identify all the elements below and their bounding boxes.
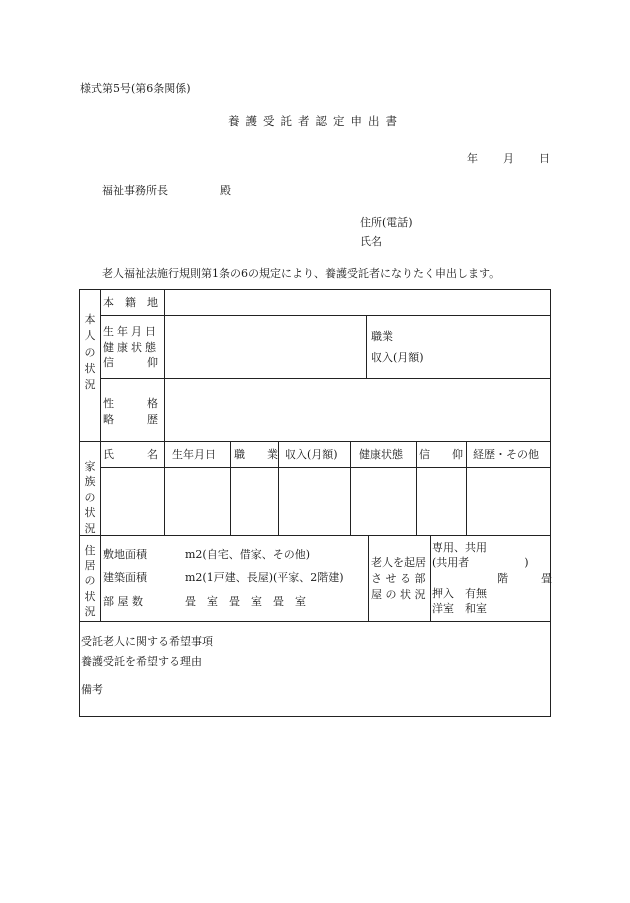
honorific: 殿 — [220, 184, 231, 197]
remarks-label: 備考 — [81, 683, 103, 696]
section-residence-heading: 住居の状況 — [84, 544, 96, 618]
section-self-heading: 本人の状況 — [84, 313, 96, 392]
occupation-label: 職業 — [371, 330, 393, 343]
belief-label: 信 仰 — [103, 356, 158, 369]
site-area-value: m2(自宅、借家、その他) — [185, 548, 311, 561]
family-col-birthdate: 生年月日 — [172, 448, 216, 461]
income-label: 収入(月額) — [371, 351, 424, 364]
birthdate-label: 生年月日 — [103, 325, 159, 338]
name-label: 氏名 — [360, 235, 382, 248]
room-shared-with: (共用者 ) — [432, 556, 529, 569]
rooms-value: 畳 室 畳 室 畳 室 — [185, 595, 306, 608]
date-day-label: 日 — [539, 152, 550, 165]
elderly-room-label-line3: 屋 の 状 況 — [371, 588, 426, 601]
address-label: 住所(電話) — [360, 216, 413, 229]
elderly-room-label-line1: 老人を起居 — [371, 556, 426, 569]
family-col-belief: 信 仰 — [419, 448, 463, 461]
elderly-room-label-line2: さ せ る 部 — [371, 572, 426, 585]
family-col-history: 経歴・その他 — [473, 448, 539, 461]
family-col-income: 収入(月額) — [285, 448, 338, 461]
room-floor: 階 畳 — [497, 572, 552, 585]
family-col-health: 健康状態 — [359, 448, 403, 461]
domicile-label: 本 籍 地 — [103, 296, 158, 309]
site-area-label: 敷地面積 — [103, 548, 147, 561]
date-month-label: 月 — [503, 152, 514, 165]
building-area-label: 建築面積 — [103, 571, 147, 584]
reason-label: 養護受託を希望する理由 — [81, 655, 202, 668]
statement: 老人福祉法施行規則第1条の6の規定により、養護受託者になりたく申出します。 — [102, 267, 501, 280]
section-family-heading: 家族の状況 — [84, 460, 96, 535]
wishes-label: 受託老人に関する希望事項 — [81, 635, 213, 648]
family-col-name: 氏 名 — [103, 448, 158, 461]
date-year-label: 年 — [467, 152, 478, 165]
personality-label: 性 格 — [103, 397, 158, 410]
document-title: 養護受託者認定申出書 — [228, 114, 403, 128]
history-label: 略 歴 — [103, 413, 158, 426]
room-closet: 押入 有無 — [432, 587, 487, 600]
room-style: 洋室 和室 — [432, 602, 487, 615]
addressee: 福祉事務所長 — [102, 184, 168, 197]
rooms-label: 部 屋 数 — [103, 595, 143, 608]
health-label: 健康状態 — [103, 341, 159, 354]
form-number: 様式第5号(第6条関係) — [80, 82, 191, 95]
building-area-value: m2(1戸建、長屋)(平家、2階建) — [185, 571, 344, 584]
room-exclusive-shared: 専用、共用 — [432, 541, 487, 554]
family-col-occupation: 職 業 — [234, 448, 278, 461]
